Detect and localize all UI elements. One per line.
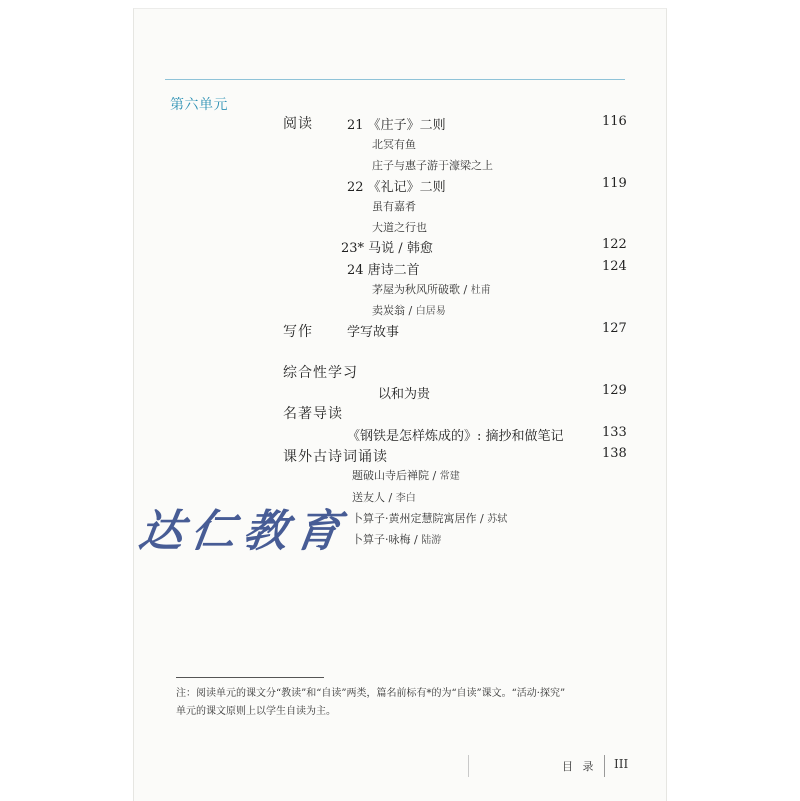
watermark: 达仁教育 [135,506,351,557]
footnote-rule [176,677,324,678]
unit-title: 第六单元 [170,97,228,113]
lesson-24-sub-1[interactable] [372,281,491,297]
section-integrated: 综合性学习 [283,365,358,381]
footer-divider-right [604,755,605,777]
writing-page: 127 [602,321,627,336]
poem-item-1[interactable] [352,467,460,483]
lesson-21-sub-1[interactable]: 北冥有鱼 [372,138,416,151]
footer-divider-left [468,755,469,777]
lesson-21-page: 116 [602,114,627,129]
poem-title: 题破山寺后禅院 [352,469,429,482]
lesson-24-page: 124 [602,259,627,274]
section-reading: 阅读 [283,116,313,132]
poem-title: 茅屋为秋风所破歌 [372,283,460,296]
lesson-23-page: 122 [602,237,627,252]
writing-title[interactable]: 学写故事 [347,325,400,340]
lesson-24-title[interactable]: 24 唐诗二首 [347,263,420,278]
footer-label: 目 录 [562,760,597,773]
poem-author: 杜甫 [470,285,491,296]
separator: / [408,304,416,317]
poem-author: 李白 [395,493,416,504]
poem-item-4[interactable] [352,531,441,547]
footnote-line-1: 注：阅读单元的课文分“教读”和“自读”两类，篇名前标有*的为“自读”课文。“活动·探究” [176,688,566,699]
poem-author: 陆游 [421,535,442,546]
separator: / [463,283,471,296]
section-writing: 写作 [283,324,313,340]
poem-title: 卜算子·黄州定慧院寓居作 [352,512,477,525]
section-extracurricular: 课外古诗词诵读 [283,449,388,465]
separator: / [432,469,440,482]
poem-item-2[interactable] [352,489,416,505]
poem-title: 送友人 [352,491,385,504]
lesson-21-sub-2[interactable]: 庄子与惠子游于濠梁之上 [372,159,493,172]
lesson-21-title[interactable]: 21 《庄子》二则 [347,118,446,133]
separator: / [388,491,396,504]
lesson-24-sub-2[interactable] [372,302,446,318]
lesson-23-title[interactable]: 23* 马说 / 韩愈 [341,241,433,256]
separator: / [414,533,422,546]
classics-page: 133 [602,425,627,440]
lesson-22-sub-1[interactable]: 虽有嘉肴 [372,200,416,213]
lesson-22-title[interactable]: 22 《礼记》二则 [347,180,446,195]
poem-title: 卖炭翁 [372,304,405,317]
lesson-22-page: 119 [602,176,627,191]
integrated-page: 129 [602,383,627,398]
poem-author: 白居易 [415,306,446,317]
poem-item-3[interactable] [352,510,507,526]
header-rule [165,79,625,80]
separator: / [480,512,488,525]
footer-page-number: III [614,757,629,771]
footnote-line-2: 单元的课文原则上以学生自读为主。 [176,706,336,717]
section-classics: 名著导读 [283,406,343,422]
poem-author: 苏轼 [487,514,508,525]
lesson-22-sub-2[interactable]: 大道之行也 [372,221,427,234]
integrated-title[interactable]: 以和为贵 [378,387,431,402]
poem-title: 卜算子·咏梅 [352,533,411,546]
classics-title[interactable]: 《钢铁是怎样炼成的》: 摘抄和做笔记 [347,429,564,444]
poem-author: 常建 [439,471,460,482]
extracurricular-page: 138 [602,446,627,461]
